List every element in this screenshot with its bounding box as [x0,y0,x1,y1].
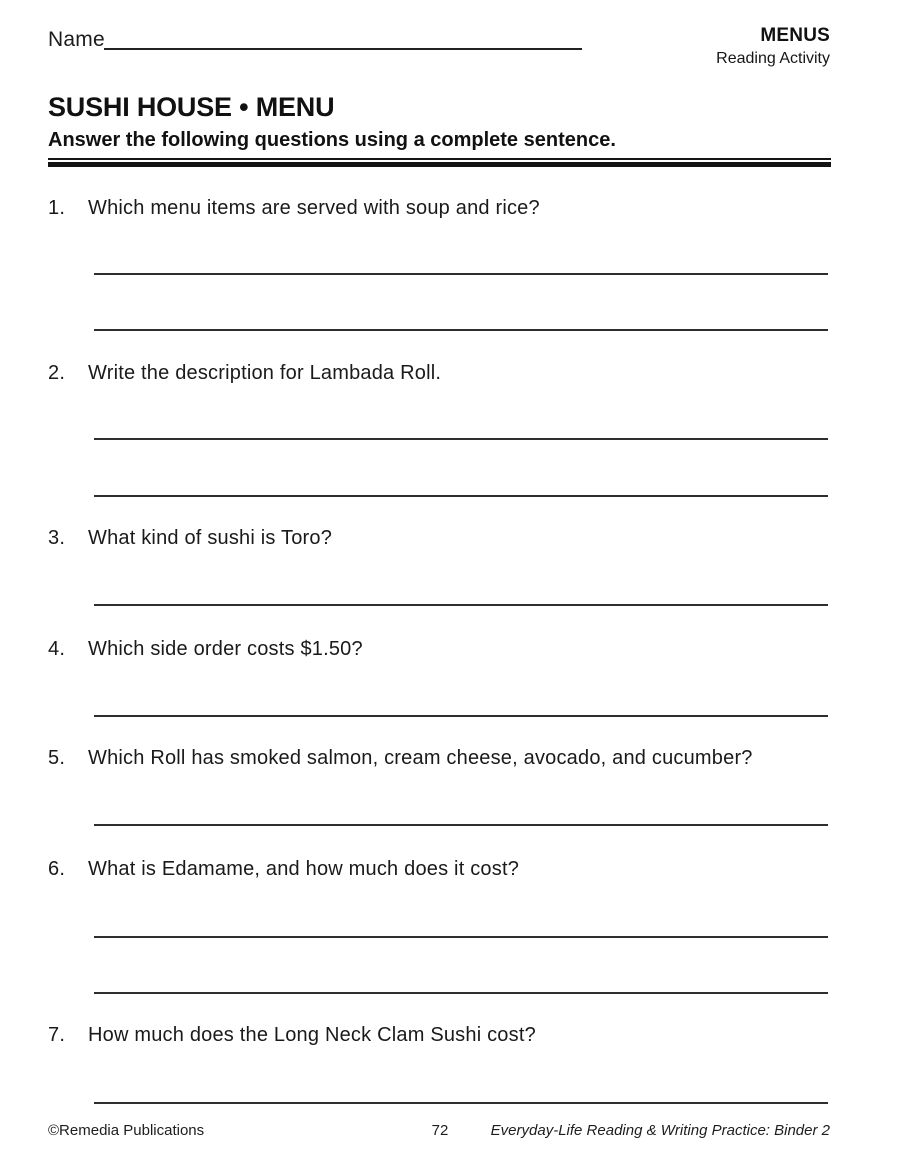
page-title: SUSHI HOUSE • MENU [48,92,335,122]
answer-line[interactable] [94,329,828,331]
answer-line[interactable] [94,273,828,275]
question-number: 6. [48,858,66,880]
question-1 [48,197,838,220]
question-number: 1. [48,197,66,219]
question-number: 3. [48,527,66,549]
activity-type: Reading Activity [716,50,830,67]
question-4 [48,638,838,661]
question-text: What kind of sushi is Toro? [88,527,333,549]
unit-title: MENUS [760,25,830,46]
instructions: Answer the following questions using a complete sentence. [48,129,616,151]
footer-publisher: ©Remedia Publications [48,1122,205,1139]
answer-line[interactable] [94,604,828,606]
footer-page-number: 72 [431,1122,449,1139]
question-6 [48,858,838,881]
name-label: Name [48,28,105,51]
question-text: Which side order costs $1.50? [88,638,363,660]
answer-line[interactable] [94,495,828,497]
footer-book-title: Everyday-Life Reading & Writing Practice: Binder 2 [490,1122,830,1139]
question-3 [48,527,838,550]
answer-line[interactable] [94,992,828,994]
answer-line[interactable] [94,438,828,440]
answer-line[interactable] [94,824,828,826]
question-text: Write the description for Lambada Roll. [88,362,442,384]
question-number: 7. [48,1024,66,1046]
question-text: What is Edamame, and how much does it cost? [88,858,520,880]
answer-line[interactable] [94,936,828,938]
question-number: 4. [48,638,66,660]
question-number: 5. [48,747,66,769]
question-text: Which Roll has smoked salmon, cream cheese, avocado, and cucumber? [88,747,753,769]
question-5 [48,747,838,770]
question-text: Which menu items are served with soup and rice? [88,197,540,219]
question-7 [48,1024,838,1047]
question-2 [48,362,838,385]
answer-line[interactable] [94,715,828,717]
answer-line[interactable] [94,1102,828,1104]
question-number: 2. [48,362,66,384]
question-text: How much does the Long Neck Clam Sushi cost? [88,1024,536,1046]
